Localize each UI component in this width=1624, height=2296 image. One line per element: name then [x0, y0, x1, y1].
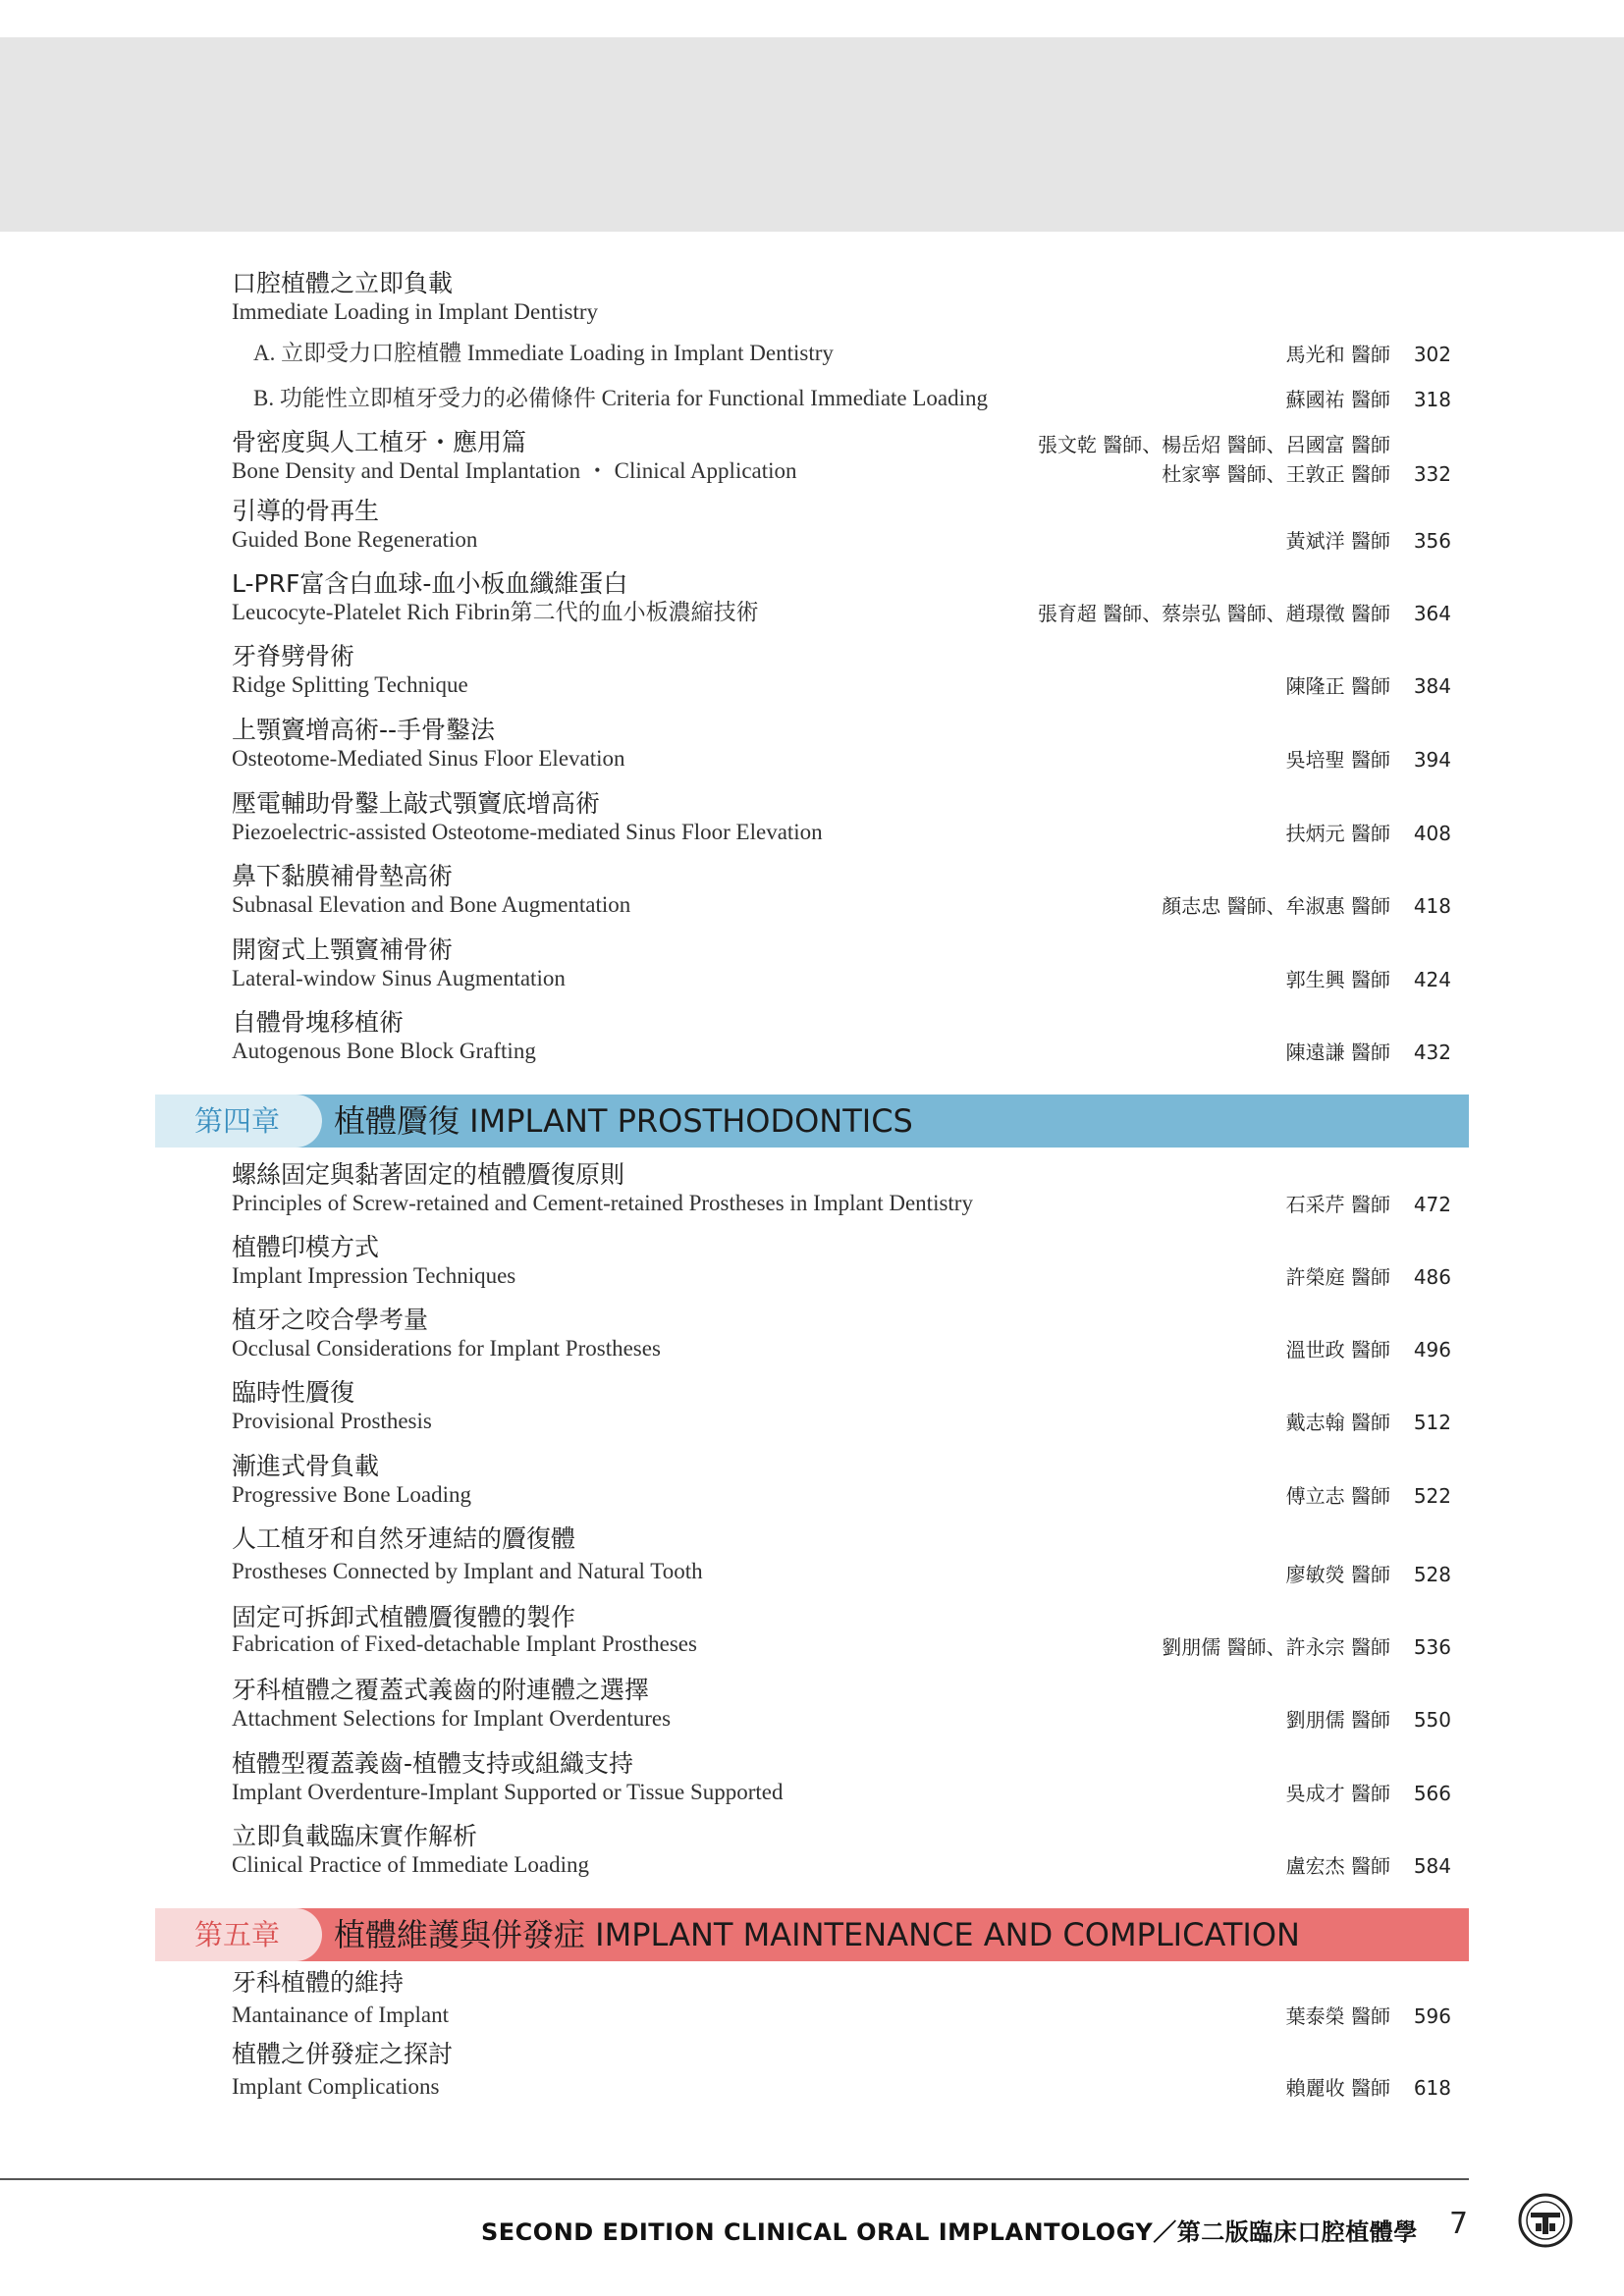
toc-entry[interactable]: [232, 642, 1459, 705]
entry-title-en: Clinical Practice of Immediate Loading: [232, 1852, 590, 1877]
entry-page-number: 512: [1413, 1411, 1451, 1434]
toc-entry[interactable]: [232, 1749, 1459, 1812]
entry-title-en: Implant Complications: [232, 2074, 440, 2099]
entry-title-en: Subnasal Elevation and Bone Augmentation: [232, 892, 631, 917]
entry-author: 張育超 醫師、蔡崇弘 醫師、趙璟徵 醫師: [1037, 602, 1390, 625]
entry-title-zh: 人工植牙和自然牙連結的贗復體: [232, 1524, 576, 1553]
entry-title-zh: 上顎竇增高術--手骨鑿法: [232, 716, 496, 744]
toc-entry[interactable]: [232, 935, 1459, 998]
entry-author: 廖敏熒 醫師: [1285, 1563, 1390, 1586]
entry-title-en: Immediate Loading in Implant Dentistry: [232, 299, 599, 324]
footer-page-number: 7: [1449, 2207, 1469, 2241]
toc-entry[interactable]: [232, 269, 1459, 414]
toc-entry[interactable]: [232, 1378, 1459, 1441]
entry-title-en: Occlusal Considerations for Implant Prostheses: [232, 1336, 661, 1361]
entry-page-number: 566: [1413, 1782, 1451, 1805]
entry-page-number: 424: [1413, 968, 1451, 991]
entry-author: 黃斌洋 醫師: [1285, 529, 1390, 553]
entry-author: 杜家寧 醫師、王敦正 醫師: [1162, 462, 1390, 486]
entry-page-number: 596: [1413, 2004, 1451, 2028]
entry-title-en: Ridge Splitting Technique: [232, 672, 468, 697]
entry-title-en: Implant Impression Techniques: [232, 1263, 516, 1288]
entry-title-en: Attachment Selections for Implant Overdentures: [232, 1706, 672, 1731]
entry-subtitle: A. 立即受力口腔植體 Immediate Loading in Implant Dentistry: [253, 341, 834, 365]
toc-entry[interactable]: [232, 1452, 1459, 1515]
entry-page-number: 528: [1413, 1563, 1451, 1586]
toc-entry[interactable]: [232, 862, 1459, 925]
entry-title-zh: 牙脊劈骨術: [232, 642, 355, 670]
entry-title-zh: 引導的骨再生: [232, 497, 380, 525]
entry-title-zh: 骨密度與人工植牙・應用篇: [232, 428, 527, 456]
footer-book-title: SECOND EDITION CLINICAL ORAL IMPLANTOLOGY／第二版臨床口腔植體學: [481, 2218, 1418, 2246]
entry-title-en: Prostheses Connected by Implant and Natural Tooth: [232, 1559, 703, 1583]
entry-page-number: 472: [1413, 1193, 1451, 1216]
entry-page-number: 496: [1413, 1338, 1451, 1362]
entry-title-en: Lateral-window Sinus Augmentation: [232, 966, 566, 990]
entry-page-number: 318: [1413, 388, 1451, 411]
entry-title-zh: L-PRF富含白血球-血小板血纖維蛋白: [232, 569, 628, 598]
entry-author: 溫世政 醫師: [1285, 1338, 1390, 1362]
entry-author: 盧宏杰 醫師: [1285, 1854, 1390, 1878]
entry-title-zh: 壓電輔助骨鑿上敲式顎竇底增高術: [232, 789, 601, 818]
entry-page-number: 486: [1413, 1265, 1451, 1289]
toc-entry[interactable]: [232, 1524, 1459, 1587]
toc-entry[interactable]: [232, 1822, 1459, 1885]
entry-author: 傅立志 醫師: [1285, 1484, 1390, 1508]
entry-author: 蘇國祐 醫師: [1285, 388, 1390, 411]
entry-page-number: 408: [1413, 822, 1451, 845]
entry-title-zh: 臨時性贗復: [232, 1378, 355, 1407]
entry-title-en: Progressive Bone Loading: [232, 1482, 472, 1507]
toc-entry[interactable]: [232, 716, 1459, 778]
toc-entry[interactable]: [232, 497, 1459, 560]
entry-author: 馬光和 醫師: [1285, 343, 1390, 366]
entry-title-zh: 植體之併發症之探討: [232, 2040, 454, 2068]
entry-subtitle: B. 功能性立即植牙受力的必備條件 Criteria for Functional Immediate Loading: [253, 386, 989, 410]
entry-author: 陳遠謙 醫師: [1285, 1041, 1390, 1064]
chapter-heading-4[interactable]: [155, 1095, 1469, 1148]
entry-title-en: Implant Overdenture-Implant Supported or Tissue Supported: [232, 1780, 784, 1804]
toc-entry[interactable]: [232, 1603, 1459, 1666]
entry-title-zh: 牙科植體的維持: [232, 1968, 405, 1997]
chapter-label: 第五章: [155, 1908, 322, 1961]
entry-title-zh: 植體型覆蓋義齒-植體支持或組織支持: [232, 1749, 634, 1778]
entry-title-zh: 開窗式上顎竇補骨術: [232, 935, 454, 964]
entry-page-number: 394: [1413, 748, 1451, 772]
society-logo-icon: [1512, 2191, 1579, 2258]
entry-author: 吳培聖 醫師: [1285, 748, 1390, 772]
entry-title-en: Osteotome-Mediated Sinus Floor Elevation: [232, 746, 625, 771]
chapter-label: 第四章: [155, 1095, 322, 1148]
chapter-title: 植體維護與併發症 IMPLANT MAINTENANCE AND COMPLICATION: [334, 1916, 1300, 1953]
entry-author: 戴志翰 醫師: [1285, 1411, 1390, 1434]
entry-author: 石采芹 醫師: [1285, 1193, 1390, 1216]
entry-title-zh: 立即負載臨床實作解析: [232, 1822, 478, 1850]
entry-page-number: 584: [1413, 1854, 1451, 1878]
chapter-heading-5[interactable]: [155, 1908, 1469, 1961]
entry-author: 顏志忠 醫師、牟淑惠 醫師: [1162, 894, 1390, 918]
entry-page-number: 550: [1413, 1708, 1451, 1732]
entry-author: 張文乾 醫師、楊岳炤 醫師、呂國富 醫師: [1037, 433, 1390, 456]
entry-title-en: Mantainance of Implant: [232, 2002, 449, 2027]
entry-title-zh: 鼻下黏膜補骨墊高術: [232, 862, 454, 890]
entry-page-number: 302: [1413, 343, 1451, 366]
entry-author: 扶炳元 醫師: [1285, 822, 1390, 845]
toc-entry[interactable]: [232, 1676, 1459, 1738]
toc-entry[interactable]: [232, 1233, 1459, 1296]
entry-author: 賴麗收 醫師: [1285, 2076, 1390, 2100]
entry-author: 劉朋儒 醫師、許永宗 醫師: [1162, 1635, 1390, 1659]
entry-page-number: 364: [1413, 602, 1451, 625]
entry-page-number: 618: [1413, 2076, 1451, 2100]
entry-page-number: 522: [1413, 1484, 1451, 1508]
entry-page-number: 418: [1413, 894, 1451, 918]
entry-author: 吳成才 醫師: [1285, 1782, 1390, 1805]
entry-title-zh: 自體骨塊移植術: [232, 1008, 405, 1037]
entry-title-en: Bone Density and Dental Implantation ・ Clinical Application: [232, 458, 797, 483]
chapter-title: 植體贗復 IMPLANT PROSTHODONTICS: [334, 1102, 913, 1140]
entry-title-en: Fabrication of Fixed-detachable Implant Prostheses: [232, 1631, 697, 1656]
entry-author: 許榮庭 醫師: [1285, 1265, 1390, 1289]
entry-title-en: Provisional Prosthesis: [232, 1409, 432, 1433]
entry-page-number: 384: [1413, 674, 1451, 698]
entry-author: 郭生興 醫師: [1285, 968, 1390, 991]
entry-title-en: Piezoelectric-assisted Osteotome-mediated Sinus Floor Elevation: [232, 820, 823, 844]
toc-entry[interactable]: [232, 569, 1459, 632]
toc-entry[interactable]: [232, 2040, 1459, 2107]
entry-title-zh: 植體印模方式: [232, 1233, 380, 1261]
entry-author: 劉朋儒 醫師: [1285, 1708, 1390, 1732]
entry-page-number: 332: [1413, 462, 1451, 486]
entry-author: 葉泰榮 醫師: [1285, 2004, 1390, 2028]
toc-entry[interactable]: [232, 1968, 1459, 2035]
entry-title-zh: 漸進式骨負載: [232, 1452, 380, 1480]
toc-entry[interactable]: [232, 1306, 1459, 1368]
entry-title-zh: 植牙之咬合學考量: [232, 1306, 429, 1334]
entry-author: 陳隆正 醫師: [1285, 674, 1390, 698]
entry-title-en: Leucocyte-Platelet Rich Fibrin第二代的血小板濃縮技術: [232, 600, 759, 624]
entry-page-number: 356: [1413, 529, 1451, 553]
footer-divider: [0, 2178, 1469, 2180]
entry-page-number: 536: [1413, 1635, 1451, 1659]
toc-entry[interactable]: [232, 1008, 1459, 1071]
entry-title-en: Principles of Screw-retained and Cement-retained Prostheses in Implant Dentistry: [232, 1191, 973, 1215]
entry-title-zh: 牙科植體之覆蓋式義齒的附連體之選擇: [232, 1676, 650, 1704]
toc-entry[interactable]: [232, 789, 1459, 852]
entry-title-zh: 螺絲固定與黏著固定的植體贗復原則: [232, 1160, 625, 1189]
toc-entry[interactable]: [232, 1160, 1459, 1223]
toc-entry[interactable]: [232, 428, 1459, 491]
entry-page-number: 432: [1413, 1041, 1451, 1064]
entry-title-zh: 口腔植體之立即負載: [232, 269, 454, 297]
entry-title-en: Guided Bone Regeneration: [232, 527, 478, 552]
entry-title-zh: 固定可拆卸式植體贗復體的製作: [232, 1603, 576, 1631]
entry-title-en: Autogenous Bone Block Grafting: [232, 1039, 536, 1063]
